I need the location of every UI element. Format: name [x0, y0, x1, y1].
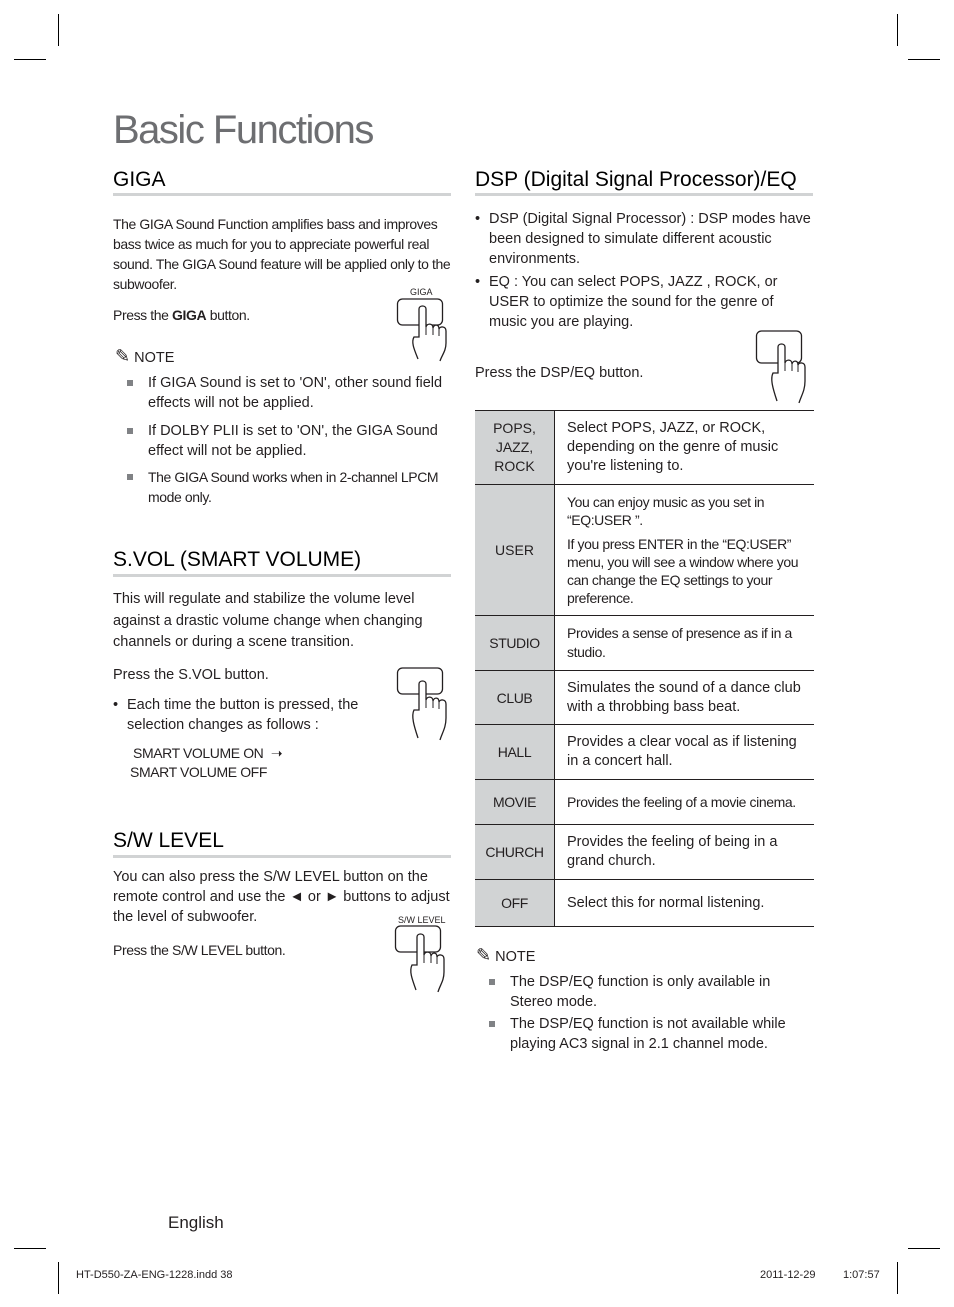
pencil-icon: ✎: [115, 346, 131, 366]
mode-label: [475, 411, 555, 485]
dsp-note-title: [476, 945, 535, 966]
crop-mark: [897, 14, 898, 46]
slug-date: 2011-12-29: [760, 1269, 816, 1281]
table-row: [475, 780, 814, 825]
mode-description: Provides a sense of presence as if in a studio.: [555, 616, 815, 671]
giga-intro: The GIGA Sound Function amplifies bass and improves bass twice as much for you to appreciate powerful real sound. The GIGA Sound feature will be applied only to the subwoofer.: [113, 216, 451, 292]
table-row: [475, 616, 814, 671]
svol-bullet-list: [113, 695, 383, 737]
svol-heading: S.VOL (SMART VOLUME): [113, 548, 362, 571]
mode-label: STUDIO: [475, 616, 555, 671]
mode-description-line: You can enjoy music as you set in “EQ:USER ”.: [567, 494, 765, 528]
press-suffix: button.: [595, 365, 644, 381]
swlevel-press-instruction: [113, 940, 285, 960]
giga-heading: GIGA: [113, 168, 166, 191]
mode-description: [555, 485, 815, 616]
section-rule: [113, 855, 451, 858]
mode-label: HALL: [475, 725, 555, 780]
press-prefix: Press the: [113, 307, 173, 323]
mode-description: Provides the feeling of being in a grand church.: [555, 825, 815, 880]
arrow-icon: ➝: [270, 745, 283, 761]
page-title: Basic Functions: [113, 108, 373, 152]
section-rule: [113, 574, 451, 577]
swlevel-button-name: S/W LEVEL: [263, 869, 340, 885]
mode-description: Simulates the sound of a dance club with a throbbing bass beat.: [555, 671, 815, 725]
mode-label: CLUB: [475, 671, 555, 725]
mode-label: USER: [475, 485, 555, 616]
swlevel-button-caption: S/W LEVEL: [398, 915, 446, 925]
svol-button-name: S.VOL: [178, 667, 221, 683]
dsp-bullet: • DSP (Digital Signal Processor) : DSP modes have been designed to simulate different acoustic environments.: [475, 209, 815, 269]
mode-description-line: If you press ENTER in the “EQ:USER” menu, you will see a window where you can change the EQ settings to your preference.: [567, 536, 799, 606]
giga-button-name: GIGA: [172, 307, 207, 323]
press-prefix: Press the: [113, 942, 173, 958]
mode-label: OFF: [475, 880, 555, 927]
pencil-icon: ✎: [476, 945, 492, 965]
slug-filename: HT-D550-ZA-ENG-1228.indd 38: [76, 1269, 233, 1281]
note-item: The DSP/EQ function is only available in Stereo mode.: [475, 972, 815, 1012]
mode-label: CHURCH: [475, 825, 555, 880]
section-rule: [113, 193, 451, 196]
table-row: [475, 825, 814, 880]
svol-intro: This will regulate and stabilize the volume level against a drastic volume change when changing channels or during a scene transition.: [113, 591, 423, 650]
svol-sequence-line1: [133, 743, 282, 763]
note-label: NOTE: [495, 949, 536, 965]
dsp-eq-mode-table: [475, 410, 814, 927]
intro-prefix: You can also press the: [113, 869, 264, 885]
note-item: The GIGA Sound works when in 2-channel LPCM mode only.: [113, 467, 443, 507]
table-row: [475, 485, 814, 616]
crop-mark: [908, 59, 940, 60]
dsp-notes-list: [475, 972, 815, 1062]
note-item: If DOLBY PLII is set to 'ON', the GIGA Sound effect will not be applied.: [113, 421, 443, 461]
crop-mark: [14, 1248, 46, 1249]
crop-mark: [14, 59, 46, 60]
section-rule: [475, 193, 813, 196]
eq-bullet: • EQ : You can select POPS, JAZZ , ROCK, or USER to optimize the sound for the genre of music you are playing.: [475, 272, 815, 332]
table-row: [475, 725, 814, 780]
press-suffix: button.: [206, 307, 250, 323]
svol-hand-press-icon: [396, 666, 454, 742]
crop-mark: [58, 1262, 59, 1294]
svol-bullet: • Each time the button is pressed, the selection changes as follows :: [113, 695, 383, 735]
dsp-bullet-list: [475, 209, 815, 334]
table-row: [475, 411, 814, 485]
giga-press-instruction: [113, 305, 250, 325]
press-prefix: Press the: [475, 365, 541, 381]
mode-label-text: POPS, JAZZ, ROCK: [493, 420, 536, 474]
svol-press-instruction: [113, 665, 269, 685]
press-suffix: button.: [241, 942, 286, 958]
sequence-item: SMART VOLUME ON: [133, 745, 264, 761]
crop-mark: [908, 1248, 940, 1249]
mode-description: Provides a clear vocal as if listening in a concert hall.: [555, 725, 815, 780]
giga-notes-list: [113, 373, 443, 515]
dsp-press-instruction: [475, 363, 643, 383]
table-row: [475, 671, 814, 725]
crop-mark: [58, 14, 59, 46]
giga-note-title: [115, 346, 174, 367]
press-prefix: Press the: [113, 667, 179, 683]
press-suffix: button.: [220, 667, 269, 683]
swlevel-heading: S/W LEVEL: [113, 829, 224, 852]
crop-mark: [897, 1262, 898, 1294]
dsp-button-name: DSP/EQ: [540, 365, 596, 381]
note-label: NOTE: [134, 350, 175, 366]
dsp-heading: DSP (Digital Signal Processor)/EQ: [475, 168, 797, 191]
giga-hand-press-icon: [396, 297, 454, 363]
giga-button-caption: GIGA: [410, 287, 433, 297]
dsp-hand-press-icon: [755, 329, 813, 405]
mode-description: Select POPS, JAZZ, or ROCK, depending on the genre of music you're listening to.: [555, 411, 815, 485]
note-item: The DSP/EQ function is not available while playing AC3 signal in 2.1 channel mode.: [475, 1014, 815, 1054]
note-item: If GIGA Sound is set to 'ON', other sound field effects will not be applied.: [113, 373, 443, 413]
swlevel-button-name: S/W LEVEL: [172, 942, 242, 958]
mode-description: Select this for normal listening.: [555, 880, 815, 927]
table-row: [475, 880, 814, 927]
intro-suffix: button on the remote control and use the ◄ or ► buttons to adjust the level of subwoofer.: [113, 869, 450, 925]
swlevel-hand-press-icon: [394, 924, 452, 994]
slug-time: 1:07:57: [843, 1269, 880, 1281]
footer-language: English: [168, 1213, 224, 1232]
mode-description: Provides the feeling of a movie cinema.: [555, 780, 815, 825]
mode-label: MOVIE: [475, 780, 555, 825]
sequence-item: SMART VOLUME OFF: [130, 764, 267, 780]
